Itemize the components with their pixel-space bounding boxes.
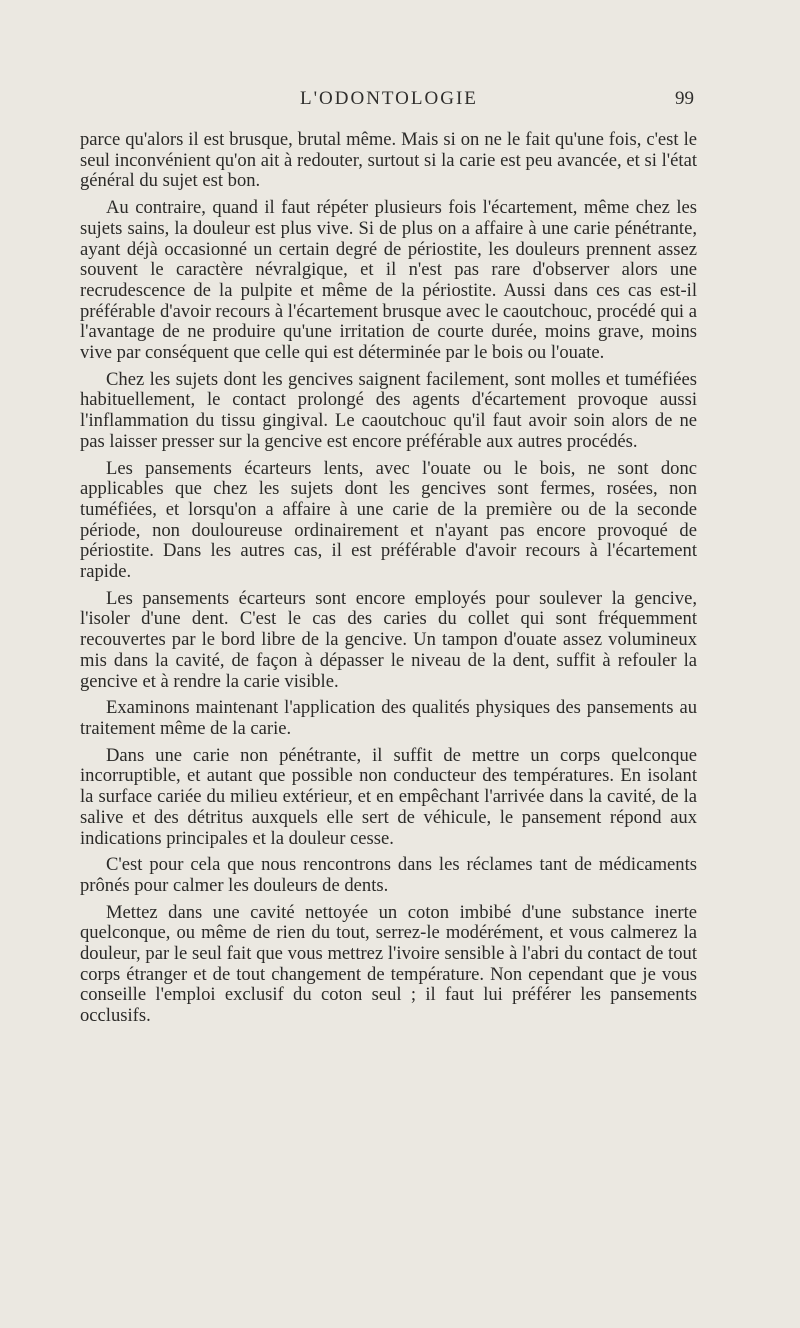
paragraph-7: Dans une carie non pénétrante, il suffit de mettre un corps quelconque incorruptible, et autant que possible non conducteur des températures. En isolant la surface cariée du milieu extérieur, et en empêchant l'arrivée dans la cavité, de la salive et des détritus auxquels elle sert de véhicule, le pansement répond aux indications principales et la douleur cesse. xyxy=(80,744,697,849)
running-title: L'ODONTOLOGIE xyxy=(300,88,478,109)
body-text xyxy=(80,130,697,1027)
paragraph-3: Chez les sujets dont les gencives saignent facilement, sont molles et tuméfiées habituellement, le contact prolongé des agents d'écartement provoque aussi l'inflammation du tissu gingival. Le caoutchouc qu'il faut avoir soin alors de ne pas laisser presser sur la gencive est encore préférable aux autres procédés. xyxy=(80,368,697,452)
paragraph-1: parce qu'alors il est brusque, brutal même. Mais si on ne le fait qu'une fois, c'est le seul inconvénient qu'on ait à redouter, surtout si la carie est peu avancée, et si l'état général du sujet est bon. xyxy=(80,129,697,192)
paragraph-2: Au contraire, quand il faut répéter plusieurs fois l'écartement, même chez les sujets sains, la douleur est plus vive. Si de plus on a affaire à une carie pénétrante, ayant déjà occasionné un certain degré de périostite, les douleurs prennent assez souvent le caractère névralgique, et il n'est pas rare d'observer alors une recrudescence de la pulpite et même de la périostite. Aussi dans ces cas est-il préférable d'avoir recours à l'écartement brusque avec le caoutchouc, procédé qui a l'avantage de ne produire qu'une irritation de courte durée, moins grave, moins vive par conséquent que celle qui est déterminée par le bois ou l'ouate. xyxy=(80,197,697,364)
paragraph-6: Examinons maintenant l'application des qualités physiques des pansements au traitement même de la carie. xyxy=(80,697,697,739)
paragraph-5: Les pansements écarteurs sont encore employés pour soulever la gencive, l'isoler d'une dent. C'est le cas des caries du collet qui sont fréquemment recouvertes par le bord libre de la gencive. Un tampon d'ouate assez volumineux mis dans la cavité, de façon à dépasser le niveau de la dent, suffit à refouler la gencive et à rendre la carie visible. xyxy=(80,587,697,692)
page-header xyxy=(0,88,800,118)
paragraph-9: Mettez dans une cavité nettoyée un coton imbibé d'une substance inerte quelconque, ou même de rien du tout, serrez-le modérément, et vous calmerez la douleur, par le seul fait que vous mettrez l'ivoire sensible à l'abri du contact de tout corps étranger et de tout changement de température. Non cependant que je vous conseille l'emploi exclusif du coton seul ; il faut lui préférer les pansements occlusifs. xyxy=(80,901,697,1027)
page-number: 99 xyxy=(675,88,694,109)
paragraph-4: Les pansements écarteurs lents, avec l'ouate ou le bois, ne sont donc applicables que chez les sujets dont les gencives sont fermes, rosées, non tuméfiées, et lorsqu'on a affaire à une carie de la première ou de la seconde période, non douloureuse ordinairement et n'ayant pas encore provoqué de périostite. Dans les autres cas, il est préférable d'avoir recours à l'écartement rapide. xyxy=(80,457,697,583)
paragraph-8: C'est pour cela que nous rencontrons dans les réclames tant de médicaments prônés pour calmer les douleurs de dents. xyxy=(80,854,697,896)
